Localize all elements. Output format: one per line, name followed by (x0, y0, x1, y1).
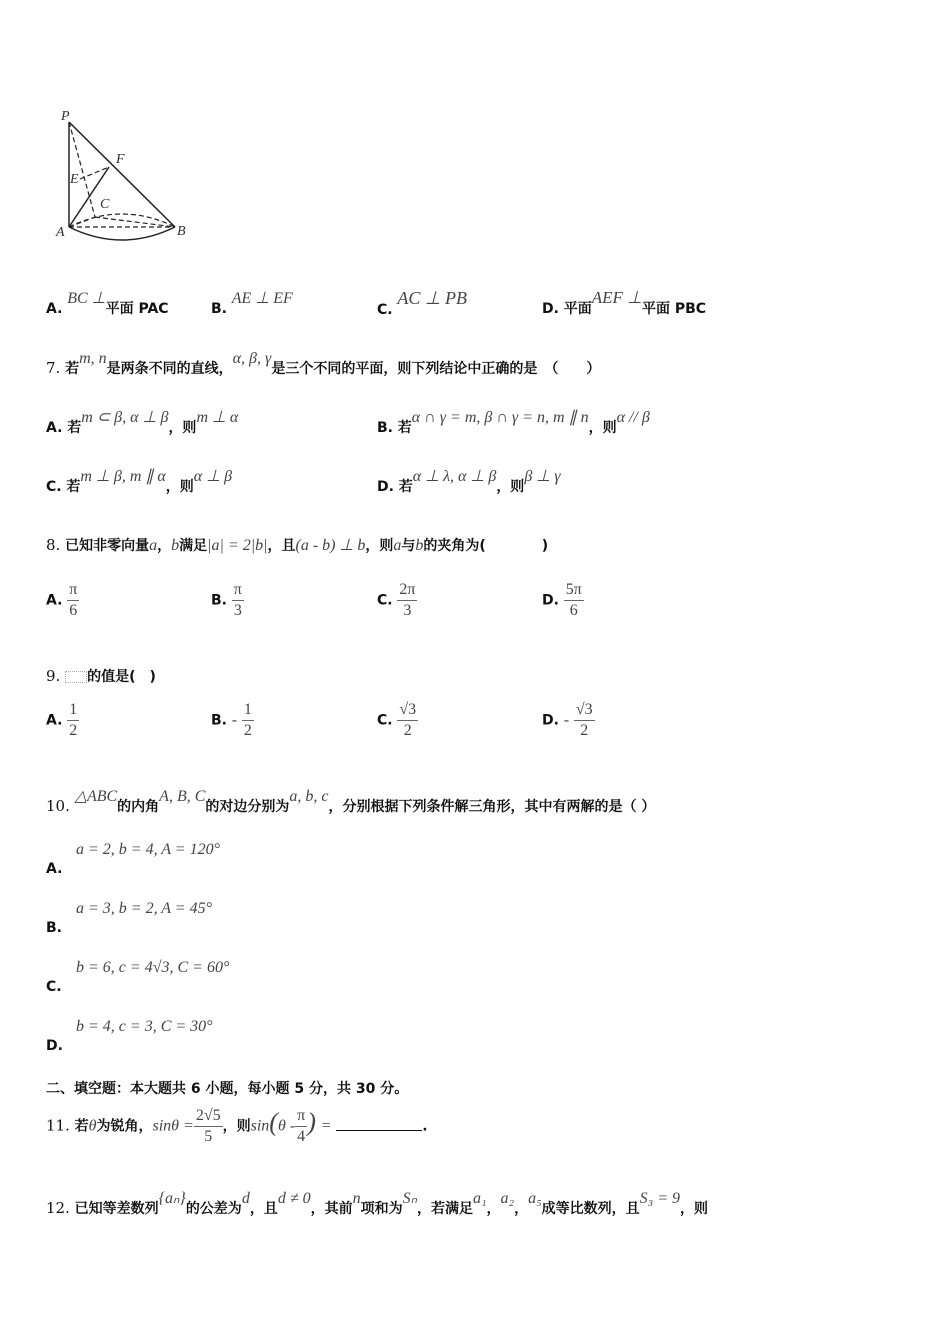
text: ，则 (365, 538, 394, 554)
option-letter: B. (211, 301, 227, 317)
fraction: $\frac{\pi}{6}$ (69, 581, 78, 619)
text: 项和为 (360, 1201, 403, 1217)
q7-option-c[interactable] (46, 468, 233, 496)
math: |a| = 2|b| (207, 537, 268, 554)
text: 若 (397, 420, 412, 436)
option-letter: C. (377, 592, 393, 609)
option-letter: B. (211, 712, 227, 729)
text: 若 (65, 361, 80, 377)
q8-stem (46, 535, 548, 555)
q12-stem (46, 1190, 709, 1218)
text: ，则 (168, 420, 197, 436)
text: 的公差为 (185, 1201, 242, 1217)
math: a₁ (472, 1190, 487, 1207)
option-letter: C. (46, 479, 62, 495)
text: 已知等差数列 (74, 1201, 159, 1217)
text: 是两条不同的直线， (106, 361, 233, 377)
text: 是三个不同的平面，则下列结论中正确的是 （ ） (271, 361, 601, 377)
option-math: AC ⊥ PB (397, 288, 468, 308)
option-text: 平面 PAC (105, 301, 169, 317)
text: 的内角 (117, 799, 160, 815)
math: α ⊥ β (193, 468, 233, 485)
text: 已知非零向量 (65, 538, 150, 554)
text: ，且 (267, 538, 296, 554)
math: a₂ (500, 1190, 515, 1207)
broken-formula-image (65, 671, 87, 683)
fraction: $\frac{√3}{2}$ (575, 701, 593, 739)
q10-option-d[interactable] (46, 1017, 213, 1054)
fraction: $\frac{\pi}{4}$ (297, 1107, 306, 1145)
math: = (320, 1117, 332, 1135)
q6-option-b[interactable] (211, 290, 293, 318)
text: ，则 (588, 420, 617, 436)
q6-option-c[interactable] (377, 288, 468, 319)
math: b = 6, c = 4√3, C = 60° (76, 959, 230, 976)
q7-option-a[interactable] (46, 409, 239, 437)
text: 的夹角为( ) (423, 538, 549, 554)
text: 的值是( ) (87, 669, 156, 685)
q10-option-a[interactable] (46, 840, 220, 877)
option-letter: B. (46, 920, 62, 936)
math: A, B, C (159, 788, 206, 805)
sign: - (231, 711, 238, 729)
q8-option-c[interactable] (377, 580, 417, 621)
fraction: $\frac{1}{2}$ (243, 701, 252, 739)
question-number: 11. (46, 1116, 70, 1135)
math: β ⊥ γ (524, 468, 561, 485)
q9-stem (46, 666, 156, 686)
option-letter: A. (46, 861, 63, 877)
label-f: F (116, 152, 125, 167)
q7-stem (46, 350, 601, 378)
text: ，则 (680, 1201, 709, 1217)
text: 与 (401, 538, 416, 554)
option-letter: A. (46, 712, 63, 729)
q10-option-c[interactable] (46, 958, 229, 995)
math: a = 2, b = 4, A = 120° (76, 841, 220, 858)
cone-figure (50, 105, 200, 245)
q7-option-d[interactable] (377, 468, 561, 496)
text: ，则 (222, 1118, 251, 1135)
option-letter: D. (542, 301, 559, 317)
label-a: A (56, 225, 65, 240)
option-letter: B. (377, 420, 393, 436)
math: θ - (277, 1117, 296, 1135)
text: 若 (74, 1118, 89, 1135)
math: α, β, γ (232, 350, 272, 367)
text: 为锐角， (96, 1118, 153, 1135)
q8-option-d[interactable] (542, 580, 584, 621)
label-c: C (100, 197, 110, 212)
math: (a - b) ⊥ b (295, 537, 366, 554)
math: α // β (616, 409, 650, 426)
q9-option-b[interactable] (211, 700, 254, 741)
math: α ∩ γ = m, β ∩ γ = n, m ∥ n (411, 409, 589, 426)
math: m ⊥ β, m ∥ α (80, 468, 166, 485)
math: Sₙ (402, 1190, 417, 1207)
option-letter: D. (377, 479, 394, 495)
math: a (393, 537, 402, 554)
text: ，分别根据下列条件解三角形，其中有两解的是（ ） (328, 799, 656, 815)
q9-option-a[interactable] (46, 700, 79, 741)
option-letter: A. (46, 420, 63, 436)
math: d ≠ 0 (277, 1190, 311, 1207)
question-number: 12. (46, 1199, 70, 1217)
math: d (241, 1190, 250, 1207)
math: b (171, 537, 180, 554)
text: 若 (67, 420, 82, 436)
option-math: BC ⊥ (67, 290, 106, 307)
fraction: $\frac{5\pi}{6}$ (565, 581, 582, 619)
q9-option-c[interactable] (377, 700, 418, 741)
fraction: $\frac{√3}{2}$ (399, 701, 417, 739)
option-letter: D. (542, 592, 559, 609)
math: △ABC (74, 788, 118, 805)
option-math: AEF ⊥ (591, 288, 642, 307)
math: m ⊂ β, α ⊥ β (81, 409, 169, 426)
q10-option-b[interactable] (46, 899, 212, 936)
q10-stem (46, 788, 656, 816)
text: ，则 (496, 479, 525, 495)
text: ， (514, 1201, 529, 1217)
q11-stem: 11. 若θ为锐角，sinθ = $\frac{2√5}{5}$ ，则sin(θ - $\frac{\pi}{4}$ ) = . (46, 1107, 428, 1145)
option-text: 平面 (563, 301, 592, 317)
text: ，且 (249, 1201, 278, 1217)
option-letter: C. (377, 302, 393, 318)
text: 若 (398, 479, 413, 495)
option-letter: D. (542, 712, 559, 729)
math: α ⊥ λ, α ⊥ β (412, 468, 497, 485)
question-number: 10. (46, 797, 70, 815)
label-p: P (61, 109, 70, 124)
option-letter: B. (211, 592, 227, 609)
math: a, b, c (289, 788, 329, 805)
label-e: E (70, 172, 79, 187)
math: b = 4, c = 3, C = 30° (76, 1018, 213, 1035)
text: ，其前 (310, 1201, 353, 1217)
math: θ (88, 1117, 97, 1135)
question-number: 9. (46, 667, 61, 685)
math: n (352, 1190, 361, 1207)
section-heading: 二、填空题：本大题共 6 小题，每小题 5 分，共 30 分。 (46, 1081, 409, 1097)
math: a₅ (528, 1190, 542, 1207)
option-letter: A. (46, 301, 63, 317)
fraction: $\frac{2√5}{5}$ (195, 1107, 221, 1145)
q6-option-d[interactable] (542, 288, 707, 318)
math: m, n (79, 350, 107, 367)
math: m ⊥ α (196, 409, 239, 426)
option-text: 平面 PBC (641, 301, 707, 317)
option-math: AE ⊥ EF (231, 290, 293, 307)
math: sin (250, 1117, 270, 1135)
q6-option-a[interactable] (46, 290, 169, 318)
q9-option-d[interactable] (542, 700, 595, 741)
math: b (415, 537, 424, 554)
math: sinθ = (152, 1117, 194, 1135)
question-number: 7. (46, 359, 61, 377)
text: ，若满足 (416, 1201, 473, 1217)
text: 满足 (179, 538, 208, 554)
fraction: $\frac{2\pi}{3}$ (399, 581, 416, 619)
math: a = 3, b = 2, A = 45° (76, 900, 212, 917)
question-number: 8. (46, 536, 61, 554)
fraction: $\frac{1}{2}$ (69, 701, 78, 739)
fraction: $\frac{\pi}{3}$ (233, 581, 242, 619)
math: a (149, 537, 158, 554)
text: 成等比数列，且 (541, 1201, 640, 1217)
math: {aₙ} (158, 1190, 186, 1207)
sign: - (563, 711, 570, 729)
text: 若 (66, 479, 81, 495)
text: ，则 (165, 479, 194, 495)
q7-option-b[interactable] (377, 409, 650, 437)
text: 的对边分别为 (205, 799, 290, 815)
math: S₃ = 9 (639, 1190, 681, 1207)
text: . (422, 1118, 428, 1135)
text: ， (486, 1201, 501, 1217)
q8-option-a[interactable] (46, 580, 79, 621)
text: ， (157, 538, 172, 554)
option-letter: A. (46, 592, 63, 609)
answer-blank[interactable] (336, 1130, 422, 1131)
label-b: B (177, 224, 186, 239)
option-letter: C. (46, 979, 62, 995)
option-letter: C. (377, 712, 393, 729)
option-letter: D. (46, 1038, 63, 1054)
q8-option-b[interactable] (211, 580, 244, 621)
